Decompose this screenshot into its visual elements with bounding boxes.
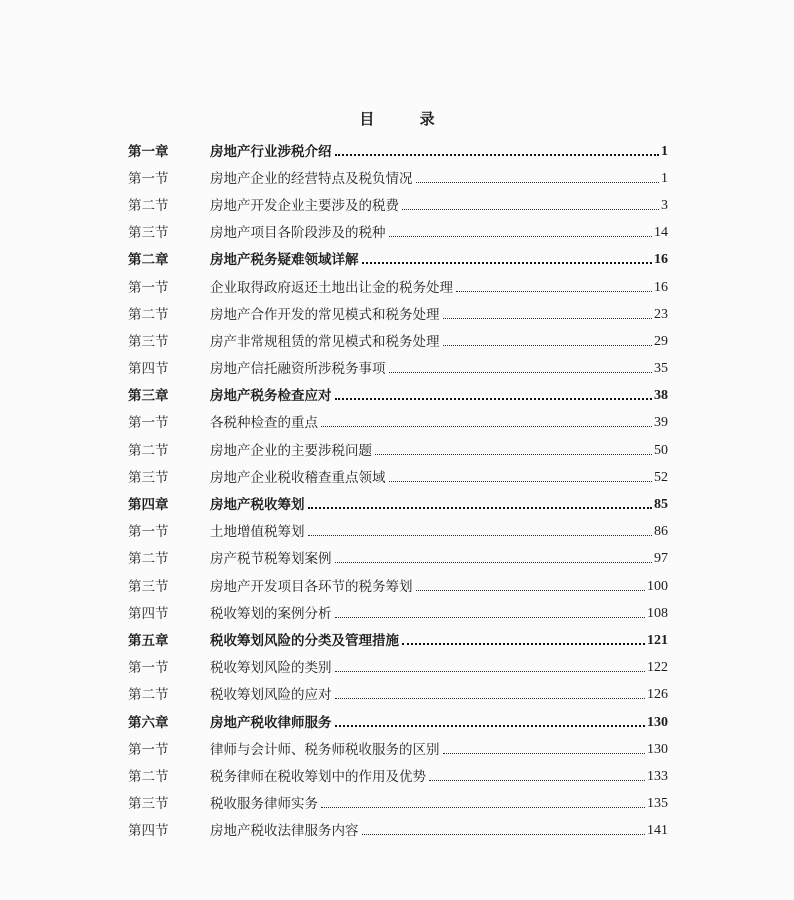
toc-page-number: 97 bbox=[654, 551, 668, 567]
toc-section-row bbox=[128, 326, 668, 353]
dot-leader bbox=[389, 480, 653, 482]
toc-entry-title: 房地产行业涉税介绍 bbox=[210, 143, 332, 160]
toc-section-row bbox=[128, 544, 668, 571]
toc-entry bbox=[210, 357, 668, 377]
toc-entry bbox=[210, 656, 668, 676]
toc-entry bbox=[210, 493, 668, 513]
toc-section-row bbox=[128, 734, 668, 761]
toc-entry-title: 税收服务律师实务 bbox=[210, 796, 318, 813]
toc-entry-title: 房地产税收律师服务 bbox=[210, 714, 332, 731]
toc-entry bbox=[210, 330, 668, 350]
toc-entry-label: 第一节 bbox=[128, 415, 169, 432]
toc-entry-title: 房地产税务检查应对 bbox=[210, 388, 332, 405]
toc-section-row bbox=[128, 653, 668, 680]
toc-page-number: 1 bbox=[661, 170, 668, 186]
toc-title: 目 录 bbox=[359, 110, 455, 128]
dot-leader bbox=[321, 425, 652, 427]
toc-entry-title: 房地产企业税收稽查重点领域 bbox=[210, 469, 386, 486]
toc-chapter-row bbox=[128, 136, 668, 163]
toc-entry bbox=[210, 221, 668, 241]
toc-entry-title: 税务律师在税收筹划中的作用及优势 bbox=[210, 768, 426, 785]
toc-entry-label: 第二章 bbox=[128, 252, 169, 269]
toc-entry-label: 第四节 bbox=[128, 823, 169, 840]
dot-leader bbox=[335, 561, 653, 563]
toc-entry bbox=[210, 602, 668, 622]
toc-page-number: 16 bbox=[654, 279, 668, 295]
toc-entry-title: 房地产税收筹划 bbox=[210, 497, 305, 514]
toc-page-number: 130 bbox=[647, 741, 668, 757]
toc-entry-label: 第二节 bbox=[128, 687, 169, 704]
toc-entry bbox=[210, 276, 668, 296]
toc-entry bbox=[210, 248, 668, 268]
toc-chapter-row bbox=[128, 707, 668, 734]
toc-entry bbox=[210, 384, 668, 404]
toc-section-row bbox=[128, 761, 668, 788]
toc-entry-title: 税收筹划风险的应对 bbox=[210, 687, 332, 704]
toc-section-row bbox=[128, 190, 668, 217]
dot-leader bbox=[362, 261, 653, 264]
toc-entry-label: 第一节 bbox=[128, 279, 169, 296]
toc-page-number: 1 bbox=[661, 143, 668, 159]
toc-entry bbox=[210, 520, 668, 540]
toc-page-number: 135 bbox=[647, 796, 668, 812]
toc-section-row bbox=[128, 354, 668, 381]
dot-leader bbox=[335, 670, 646, 672]
dot-leader bbox=[335, 616, 646, 618]
dot-leader bbox=[321, 806, 645, 808]
toc-page-number: 14 bbox=[654, 225, 668, 241]
toc-page-number: 50 bbox=[654, 442, 668, 458]
toc-entry bbox=[210, 792, 668, 812]
dot-leader bbox=[362, 833, 646, 835]
toc-entry bbox=[210, 167, 668, 187]
dot-leader bbox=[335, 153, 660, 156]
toc-entry-label: 第二节 bbox=[128, 768, 169, 785]
toc-page-number: 23 bbox=[654, 306, 668, 322]
toc-entry-label: 第三节 bbox=[128, 469, 169, 486]
toc-section-row bbox=[128, 408, 668, 435]
dot-leader bbox=[402, 208, 659, 210]
dot-leader bbox=[389, 371, 653, 373]
toc-entry-label: 第一章 bbox=[128, 143, 169, 160]
toc-entry-label: 第一节 bbox=[128, 170, 169, 187]
dot-leader bbox=[443, 344, 653, 346]
toc-entry-label: 第一节 bbox=[128, 660, 169, 677]
toc-entry-label: 第四节 bbox=[128, 361, 169, 378]
toc-entry-label: 第二节 bbox=[128, 197, 169, 214]
toc-page-number: 86 bbox=[654, 524, 668, 540]
toc-entry-title: 房地产企业的主要涉税问题 bbox=[210, 442, 372, 459]
toc-page-number: 3 bbox=[661, 197, 668, 213]
toc-entry-title: 房地产合作开发的常见模式和税务处理 bbox=[210, 306, 440, 323]
toc-entry-title: 房地产税收法律服务内容 bbox=[210, 823, 359, 840]
toc-section-row bbox=[128, 218, 668, 245]
toc-page-number: 85 bbox=[654, 497, 668, 513]
dot-leader bbox=[375, 453, 652, 455]
dot-leader bbox=[308, 506, 653, 509]
toc-entry-title: 律师与会计师、税务师税收服务的区别 bbox=[210, 741, 440, 758]
toc-page-number: 133 bbox=[647, 768, 668, 784]
toc-chapter-row bbox=[128, 245, 668, 272]
toc-entry bbox=[210, 629, 668, 649]
toc-section-row bbox=[128, 163, 668, 190]
toc-entry bbox=[210, 711, 668, 731]
toc-entry-title: 房产税节税筹划案例 bbox=[210, 551, 332, 568]
dot-leader bbox=[443, 752, 646, 754]
dot-leader bbox=[335, 397, 653, 400]
toc-entry-label: 第二节 bbox=[128, 551, 169, 568]
toc-entry bbox=[210, 547, 668, 567]
toc-list bbox=[128, 136, 668, 843]
toc-entry-title: 企业取得政府返还土地出让金的税务处理 bbox=[210, 279, 453, 296]
toc-section-row bbox=[128, 435, 668, 462]
toc-page-number: 16 bbox=[654, 252, 668, 268]
toc-entry-title: 房地产税务疑难领域详解 bbox=[210, 252, 359, 269]
toc-page-number: 100 bbox=[647, 578, 668, 594]
toc-entry-label: 第三节 bbox=[128, 225, 169, 242]
toc-entry bbox=[210, 140, 668, 160]
toc-page-number: 35 bbox=[654, 361, 668, 377]
toc-section-row bbox=[128, 517, 668, 544]
toc-entry-label: 第二节 bbox=[128, 306, 169, 323]
dot-leader bbox=[416, 181, 660, 183]
toc-entry-title: 房地产项目各阶段涉及的税种 bbox=[210, 225, 386, 242]
toc-entry-label: 第四节 bbox=[128, 605, 169, 622]
toc-entry-title: 房地产开发企业主要涉及的税费 bbox=[210, 197, 399, 214]
dot-leader bbox=[456, 290, 652, 292]
toc-chapter-row bbox=[128, 625, 668, 652]
toc-entry-label: 第三节 bbox=[128, 578, 169, 595]
toc-entry bbox=[210, 683, 668, 703]
toc-entry-label: 第六章 bbox=[128, 714, 169, 731]
toc-entry-label: 第一节 bbox=[128, 741, 169, 758]
toc-section-row bbox=[128, 462, 668, 489]
toc-entry-title: 房地产信托融资所涉税务事项 bbox=[210, 361, 386, 378]
toc-entry bbox=[210, 466, 668, 486]
dot-leader bbox=[416, 589, 646, 591]
toc-entry-title: 税收筹划的案例分析 bbox=[210, 605, 332, 622]
dot-leader bbox=[389, 235, 653, 237]
toc-section-row bbox=[128, 598, 668, 625]
dot-leader bbox=[443, 317, 653, 319]
toc-page-number: 130 bbox=[647, 714, 668, 730]
toc-section-row bbox=[128, 299, 668, 326]
toc-entry-label: 第三节 bbox=[128, 333, 169, 350]
toc-entry-label: 第一节 bbox=[128, 524, 169, 541]
toc-page-number: 52 bbox=[654, 469, 668, 485]
toc-entry-title: 税收筹划风险的类别 bbox=[210, 660, 332, 677]
dot-leader bbox=[335, 724, 646, 727]
toc-entry bbox=[210, 738, 668, 758]
toc-entry-label: 第三节 bbox=[128, 796, 169, 813]
toc-page-number: 122 bbox=[647, 660, 668, 676]
toc-page-number: 38 bbox=[654, 388, 668, 404]
toc-entry-label: 第二节 bbox=[128, 442, 169, 459]
toc-entry bbox=[210, 303, 668, 323]
toc-page-number: 108 bbox=[647, 605, 668, 621]
dot-leader bbox=[308, 534, 653, 536]
toc-page-number: 121 bbox=[647, 632, 668, 648]
toc-entry-title: 房产非常规租赁的常见模式和税务处理 bbox=[210, 333, 440, 350]
toc-entry-label: 第四章 bbox=[128, 497, 169, 514]
toc-entry bbox=[210, 194, 668, 214]
toc-entry bbox=[210, 439, 668, 459]
toc-entry-title: 房地产开发项目各环节的税务筹划 bbox=[210, 578, 413, 595]
toc-entry-title: 房地产企业的经营特点及税负情况 bbox=[210, 170, 413, 187]
dot-leader bbox=[429, 779, 645, 781]
toc-section-row bbox=[128, 571, 668, 598]
toc-entry bbox=[210, 819, 668, 839]
dot-leader bbox=[402, 642, 645, 645]
toc-entry-title: 各税种检查的重点 bbox=[210, 415, 318, 432]
toc-entry-title: 土地增值税筹划 bbox=[210, 524, 305, 541]
dot-leader bbox=[335, 697, 646, 699]
toc-section-row bbox=[128, 789, 668, 816]
toc-entry bbox=[210, 575, 668, 595]
toc-chapter-row bbox=[128, 381, 668, 408]
toc-entry bbox=[210, 411, 668, 431]
toc-entry-title: 税收筹划风险的分类及管理措施 bbox=[210, 632, 399, 649]
toc-entry-label: 第三章 bbox=[128, 388, 169, 405]
toc-entry bbox=[210, 765, 668, 785]
toc-section-row bbox=[128, 680, 668, 707]
toc-page-number: 39 bbox=[654, 415, 668, 431]
toc-page-number: 126 bbox=[647, 687, 668, 703]
toc-entry-label: 第五章 bbox=[128, 632, 169, 649]
toc-chapter-row bbox=[128, 489, 668, 516]
toc-page-number: 29 bbox=[654, 333, 668, 349]
toc-section-row bbox=[128, 272, 668, 299]
toc-page-number: 141 bbox=[647, 823, 668, 839]
toc-section-row bbox=[128, 816, 668, 843]
